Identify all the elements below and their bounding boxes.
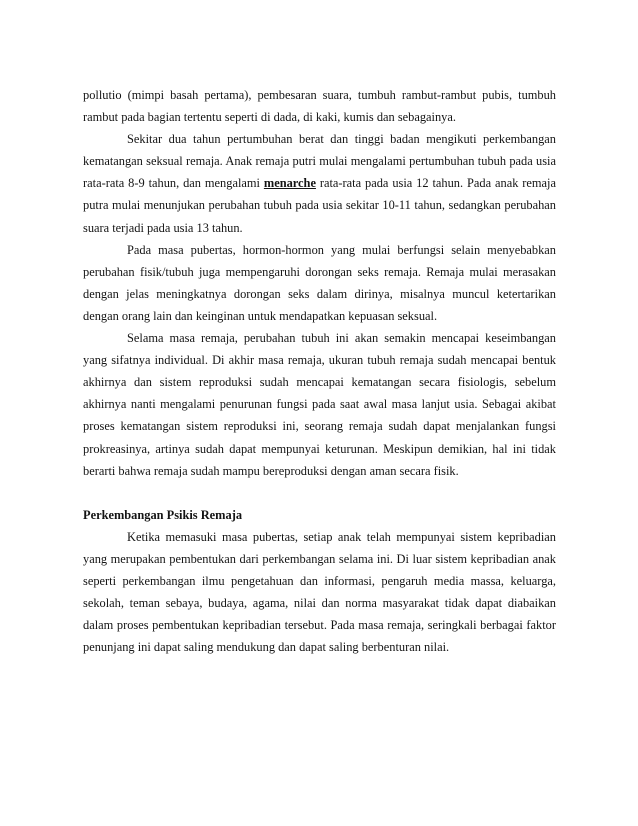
paragraph-text: Sekitar dua tahun pertumbuhan berat dan tinggi badan mengikuti perkembangan kematangan seksual remaja. Anak remaja putri mulai mengalami pertumbuhan tubuh pada usia rata-rata 8-9 tahun, dan mengalami xyxy=(83,132,556,191)
section-heading: Perkembangan Psikis Remaja xyxy=(83,507,243,522)
paragraph-text: rata-rata pada usia 12 tahun. Pada anak remaja putra mulai menunjukan perubahan tubuh pada usia sekitar 10-11 tahun, sedangkan perubahan suara terjadi pada usia 13 tahun. xyxy=(83,176,556,235)
paragraph: Ketika memasuki masa pubertas, setiap anak telah mempunyai sistem kepribadian yang merupakan pembentukan dari perkembangan selama ini. Di luar sistem kepribadian anak seperti perkembangan ilmu pengetahuan dan informasi, pengaruh media massa, keluarga, sekolah, teman sebaya, budaya, agama, nilai dan norma masyarakat tidak dapat diabaikan dalam proses pembentukan kepribadian tersebut. Pada masa remaja, seringkali berbagai faktor penunjang ini dapat saling mendukung dan dapat saling berbenturan nilai. xyxy=(83,529,556,655)
paragraph xyxy=(83,128,556,238)
paragraph: Pada masa pubertas, hormon-hormon yang mulai berfungsi selain menyebabkan perubahan fisik/tubuh juga mempengaruhi dorongan seks remaja. Remaja mulai merasakan dengan jelas meningkatnya dorongan seks dalam dirinya, misalnya muncul ketertarikan dengan orang lain dan keinginan untuk mendapatkan kepuasan seksual. xyxy=(83,242,556,323)
menarche-link[interactable]: menarche xyxy=(263,176,316,191)
paragraph: Selama masa remaja, perubahan tubuh ini akan semakin mencapai keseimbangan yang sifatnya individual. Di akhir masa remaja, ukuran tubuh remaja sudah mencapai bentuk akhirnya dan sistem reproduksi sudah mencapai kematangan secara fisiologis, sebelum akhirnya nanti mengalami penurunan fungsi pada saat awal masa lanjut usia. Sebagai akibat proses kematangan sistem reproduksi ini, seorang remaja sudah dapat menjalankan fungsi prokreasinya, artinya sudah dapat mempunyai keturunan. Meskipun demikian, hal ini tidak berarti bahwa remaja sudah mampu bereproduksi dengan aman secara fisik. xyxy=(83,331,556,478)
document-body xyxy=(83,84,556,658)
paragraph: pollutio (mimpi basah pertama), pembesaran suara, tumbuh rambut-rambut pubis, tumbuh rambut pada bagian tertentu seperti di dada, di kaki, kumis dan sebagainya. xyxy=(83,88,556,125)
